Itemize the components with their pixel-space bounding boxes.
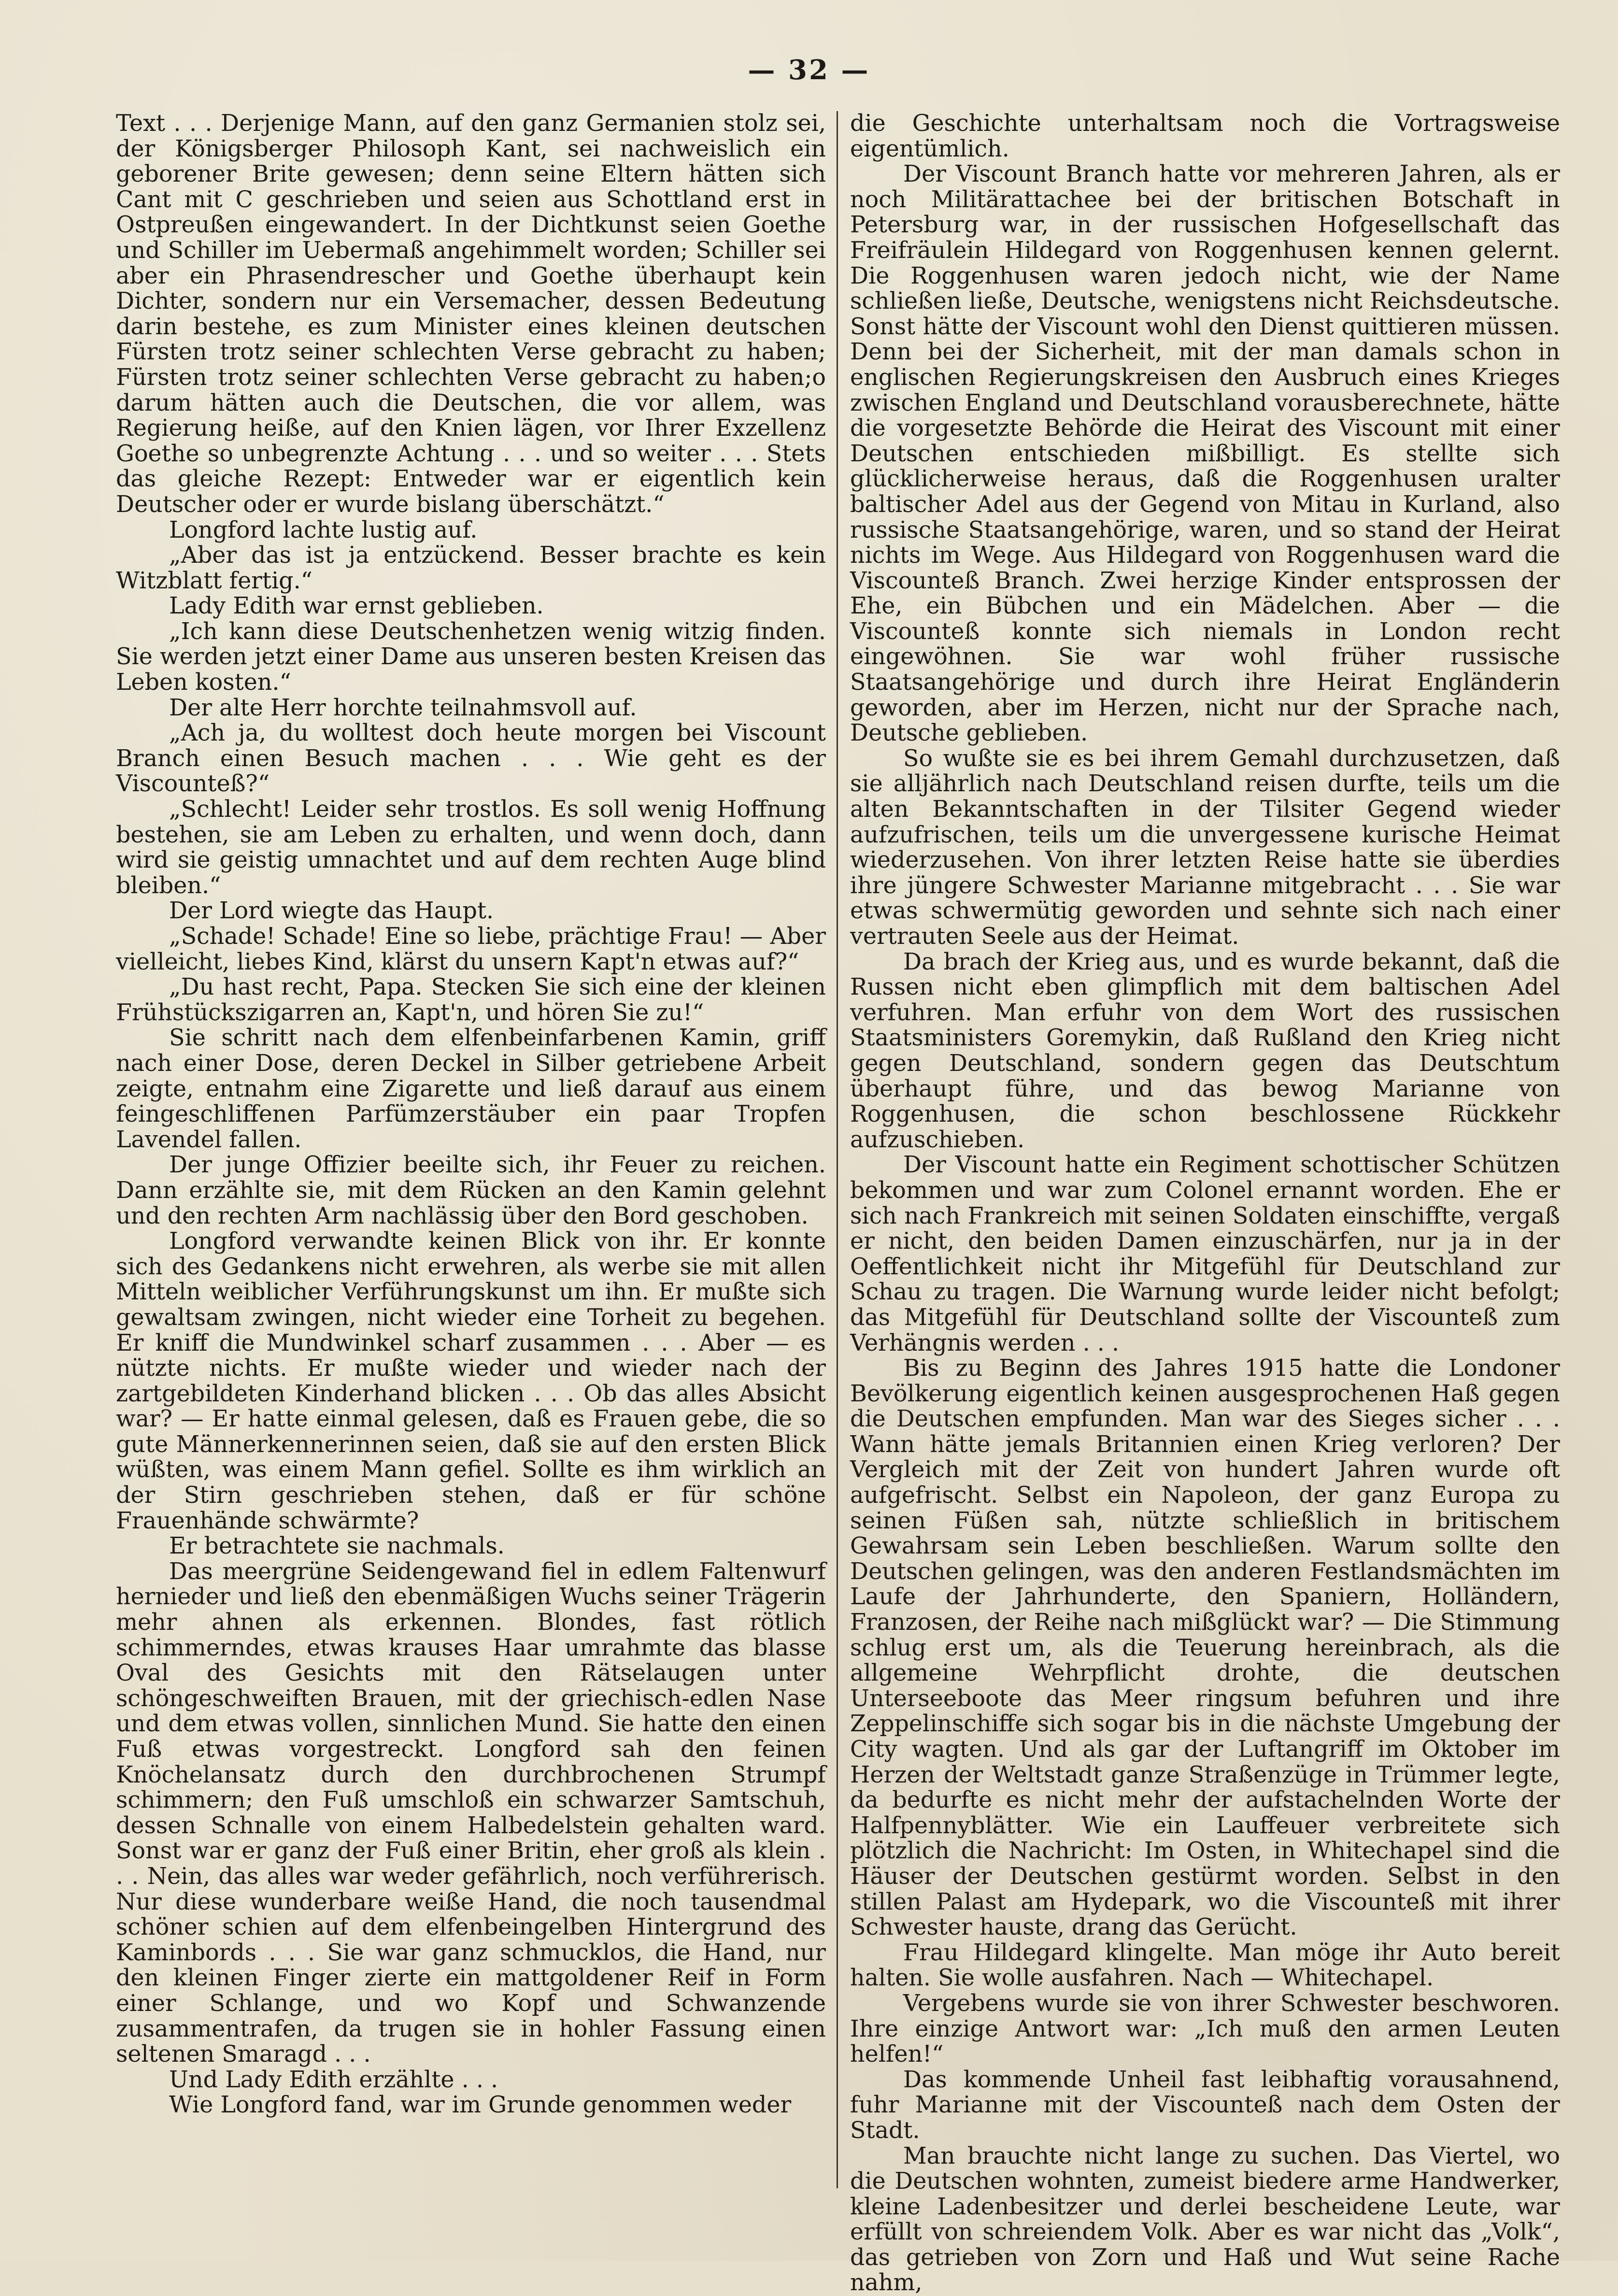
paragraph: „Du hast recht, Papa. Stecken Sie sich eine der kleinen Frühstückszigarren an, Kapt'n, und hören Sie zu!“ (116, 975, 826, 1026)
paragraph: Der junge Offizier beeilte sich, ihr Feuer zu reichen. Dann erzählte sie, mit dem Rücken an den Kamin gelehnt und den rechten Arm nachlässig über den Bord geschoben. (116, 1153, 826, 1229)
paragraph: Longford lachte lustig auf. (116, 518, 826, 543)
paragraph: Bis zu Beginn des Jahres 1915 hatte die Londoner Bevölkerung eigentlich keinen ausgesprochenen Haß gegen die Deutschen empfunden. Man war des Sieges sicher . . . Wann hätte jemals Britannien einen Krieg verloren? Der Vergleich mit der Zeit von hundert Jahren wurde oft aufgefrischt. Selbst ein Napoleon, der ganz Europa zu seinen Füßen sah, nützte schließlich in britischem Gewahrsam sein Leben beschließen. Warum sollte den Deutschen gelingen, was den anderen Festlandsmächten im Laufe der Jahrhunderte, den Spaniern, Holländern, Franzosen, der Reihe nach mißglückt war? — Die Stimmung schlug erst um, als die Teuerung hereinbrach, als die allgemeine Wehrpflicht drohte, die deutschen Unterseeboote das Meer ringsum befuhren und ihre Zeppelinschiffe sich sogar bis in die nächste Umgebung der City wagten. Und als gar der Luftangriff im Oktober im Herzen der Weltstadt ganze Straßenzüge in Trümmer legte, da bedurfte es nicht mehr der aufstachelnden Worte der Halfpennyblätter. Wie ein Lauffeuer verbreitete sich plötzlich die Nachricht: Im Osten, in Whitechapel sind die Häuser der Deutschen gestürmt worden. Selbst in den stillen Palast am Hydepark, wo die Viscounteß mit ihrer Schwester hauste, drang das Gerücht. (850, 1356, 1560, 1940)
paragraph: Das kommende Unheil fast leibhaftig vorausahnend, fuhr Marianne mit der Viscounteß nach dem Osten der Stadt. (850, 2068, 1560, 2144)
left-column (116, 111, 826, 2222)
paragraph: „Ach ja, du wolltest doch heute morgen bei Viscount Branch einen Besuch machen . . . Wie geht es der Viscounteß?“ (116, 721, 826, 797)
paragraph: Wie Longford fand, war im Grunde genommen weder (116, 2093, 826, 2118)
paragraph: Vergebens wurde sie von ihrer Schwester beschworen. Ihre einzige Antwort war: „Ich muß den armen Leuten helfen!“ (850, 1991, 1560, 2068)
paragraph: „Ich kann diese Deutschenhetzen wenig witzig finden. Sie werden jetzt einer Dame aus unseren besten Kreisen das Leben kosten.“ (116, 619, 826, 696)
paragraph: Der Viscount Branch hatte vor mehreren Jahren, als er noch Militärattachee bei der britischen Botschaft in Petersburg war, in der russischen Hofgesellschaft das Freifräulein Hildegard von Roggenhusen kennen gelernt. Die Roggenhusen waren jedoch nicht, wie der Name schließen ließe, Deutsche, wenigstens nicht Reichsdeutsche. Sonst hätte der Viscount wohl den Dienst quittieren müssen. Denn bei der Sicherheit, mit der man damals schon in englischen Regierungskreisen den Ausbruch eines Krieges zwischen England und Deutschland vorausberechnete, hätte die vorgesetzte Behörde die Heirat des Viscount mit einer Deutschen entschieden mißbilligt. Es stellte sich glücklicherweise heraus, daß die Roggenhusen uralter baltischer Adel aus der Gegend von Mitau in Kurland, also russische Staatsangehörige, waren, und so stand der Heirat nichts im Wege. Aus Hildegard von Roggenhusen ward die Viscounteß Branch. Zwei herzige Kinder entsprossen der Ehe, ein Bübchen und ein Mädelchen. Aber — die Viscounteß konnte sich niemals in London recht eingewöhnen. Sie war wohl früher russische Staatsangehörige und durch ihre Heirat Engländerin geworden, aber im Herzen, nicht nur der Sprache nach, Deutsche geblieben. (850, 162, 1560, 746)
paragraph: Und Lady Edith erzählte . . . (116, 2068, 826, 2093)
paragraph: „Schade! Schade! Eine so liebe, prächtige Frau! — Aber vielleicht, liebes Kind, klärst du unsern Kapt'n etwas auf?“ (116, 924, 826, 975)
paragraph: die Geschichte unterhaltsam noch die Vortragsweise eigentümlich. (850, 111, 1560, 162)
paragraph: So wußte sie es bei ihrem Gemahl durchzusetzen, daß sie alljährlich nach Deutschland reisen durfte, teils um die alten Bekanntschaften in der Tilsiter Gegend wieder aufzufrischen, teils um die unvergessene kurische Heimat wiederzusehen. Von ihrer letzten Reise hatte sie überdies ihre jüngere Schwester Marianne mitgebracht . . . Sie war etwas schwermütig geworden und sehnte sich nach einer vertrauten Seele aus der Heimat. (850, 746, 1560, 950)
paragraph: Lady Edith war ernst geblieben. (116, 594, 826, 619)
page-number: — 32 — (0, 54, 1618, 86)
paragraph: Der Viscount hatte ein Regiment schottischer Schützen bekommen und war zum Colonel ernannt worden. Ehe er sich nach Frankreich mit seinen Soldaten einschiffte, vergaß er nicht, den beiden Damen einzuschärfen, nur ja in der Oeffentlichkeit nicht ihr Mitgefühl für Deutschland zur Schau zu tragen. Die Warnung wurde leider nicht befolgt; das Mitgefühl für Deutschland sollte der Viscounteß zum Verhängnis werden . . . (850, 1153, 1560, 1356)
paragraph: Er betrachtete sie nachmals. (116, 1534, 826, 1559)
paragraph: Da brach der Krieg aus, und es wurde bekannt, daß die Russen nicht eben glimpflich mit dem baltischen Adel verfuhren. Man erfuhr von dem Wort des russischen Staatsministers Goremykin, daß Rußland den Krieg nicht gegen Deutschland, sondern gegen das Deutschtum überhaupt führe, und das bewog Marianne von Roggenhusen, die schon beschlossene Rückkehr aufzuschieben. (850, 950, 1560, 1153)
paragraph: Text . . . Derjenige Mann, auf den ganz Germanien stolz sei, der Königsberger Philosoph Kant, sei nachweislich ein geborener Brite gewesen; denn seine Eltern hätten sich Cant mit C geschrieben und seien aus Schottland erst in Ostpreußen eingewandert. In der Dichtkunst seien Goethe und Schiller im Uebermaß angehimmelt worden; Schiller sei aber ein Phrasendrescher und Goethe überhaupt kein Dichter, sondern nur ein Versemacher, dessen Bedeutung darin bestehe, es zum Minister eines kleinen deutschen Fürsten trotz seiner schlechten Verse gebracht zu haben; Fürsten trotz seiner schlechten Verse gebracht zu haben;o darum hätten auch die Deutschen, die vor allem, was Regierung heiße, auf den Knien lägen, vor Ihrer Exzellenz Goethe so unbegrenzte Achtung . . . und so weiter . . . Stets das gleiche Rezept: Entweder war er eigentlich kein Deutscher oder er wurde bislang überschätzt.“ (116, 111, 826, 518)
paragraph: Man brauchte nicht lange zu suchen. Das Viertel, wo die Deutschen wohnten, zumeist biedere arme Handwerker, kleine Ladenbesitzer und derlei bescheidene Leute, war erfüllt von schreiendem Volk. Aber es war nicht das „Volk“, das getrieben von Zorn und Haß und Wut seine Rache nahm, (850, 2144, 1560, 2296)
paragraph: Das meergrüne Seidengewand fiel in edlem Faltenwurf hernieder und ließ den ebenmäßigen Wuchs seiner Trägerin mehr ahnen als erkennen. Blondes, fast rötlich schimmerndes, etwas krauses Haar umrahmte das blasse Oval des Gesichts mit den Rätselaugen unter schöngeschweiften Brauen, mit der griechisch-edlen Nase und dem etwas vollen, sinnlichen Mund. Sie hatte den einen Fuß etwas vorgestreckt. Longford sah den feinen Knöchelansatz durch den durchbrochenen Strumpf schimmern; den Fuß umschloß ein schwarzer Samtschuh, dessen Schnalle von einem Halbedelstein gehalten ward. Sonst war er ganz der Fuß einer Britin, eher groß als klein . . . Nein, das alles war weder gefährlich, noch verführerisch. Nur diese wunderbare weiße Hand, die noch tausendmal schöner schien auf dem elfenbeingelben Hintergrund des Kaminbords . . . Sie war ganz schmucklos, die Hand, nur den kleinen Finger zierte ein mattgoldener Reif in Form einer Schlange, und wo Kopf und Schwanzende zusammentrafen, da trugen sie in hohler Fassung einen seltenen Smaragd . . . (116, 1559, 826, 2068)
paragraph: Frau Hildegard klingelte. Man möge ihr Auto bereit halten. Sie wolle ausfahren. Nach — Whitechapel. (850, 1940, 1560, 1991)
paragraph: Longford verwandte keinen Blick von ihr. Er konnte sich des Gedankens nicht erwehren, als werbe sie mit allen Mitteln weiblicher Verführungskunst um ihn. Er mußte sich gewaltsam zwingen, nicht wieder eine Torheit zu begehen. Er kniff die Mundwinkel scharf zusammen . . . Aber — es nützte nichts. Er mußte wieder und wieder nach der zartgebildeten Kinderhand blicken . . . Ob das alles Absicht war? — Er hatte einmal gelesen, daß es Frauen gebe, die so gute Männerkennerinnen seien, daß sie auf den ersten Blick wüßten, was einem Mann gefiel. Sollte es ihm wirklich an der Stirn geschrieben stehen, daß er für schöne Frauenhände schwärmte? (116, 1229, 826, 1534)
paragraph: „Aber das ist ja entzückend. Besser brachte es kein Witzblatt fertig.“ (116, 543, 826, 594)
paragraph: Der Lord wiegte das Haupt. (116, 898, 826, 924)
column-divider (837, 111, 838, 2188)
paragraph: Sie schritt nach dem elfenbeinfarbenen Kamin, griff nach einer Dose, deren Deckel in Silber getriebene Arbeit zeigte, entnahm eine Zigarette und ließ darauf aus einem feingeschliffenen Parfümzerstäuber ein paar Tropfen Lavendel fallen. (116, 1026, 826, 1153)
paragraph: „Schlecht! Leider sehr trostlos. Es soll wenig Hoffnung bestehen, sie am Leben zu erhalten, und wenn doch, dann wird sie geistig umnachtet und auf dem rechten Auge blind bleiben.“ (116, 797, 826, 898)
paragraph: Der alte Herr horchte teilnahmsvoll auf. (116, 696, 826, 721)
right-column (850, 111, 1560, 2222)
